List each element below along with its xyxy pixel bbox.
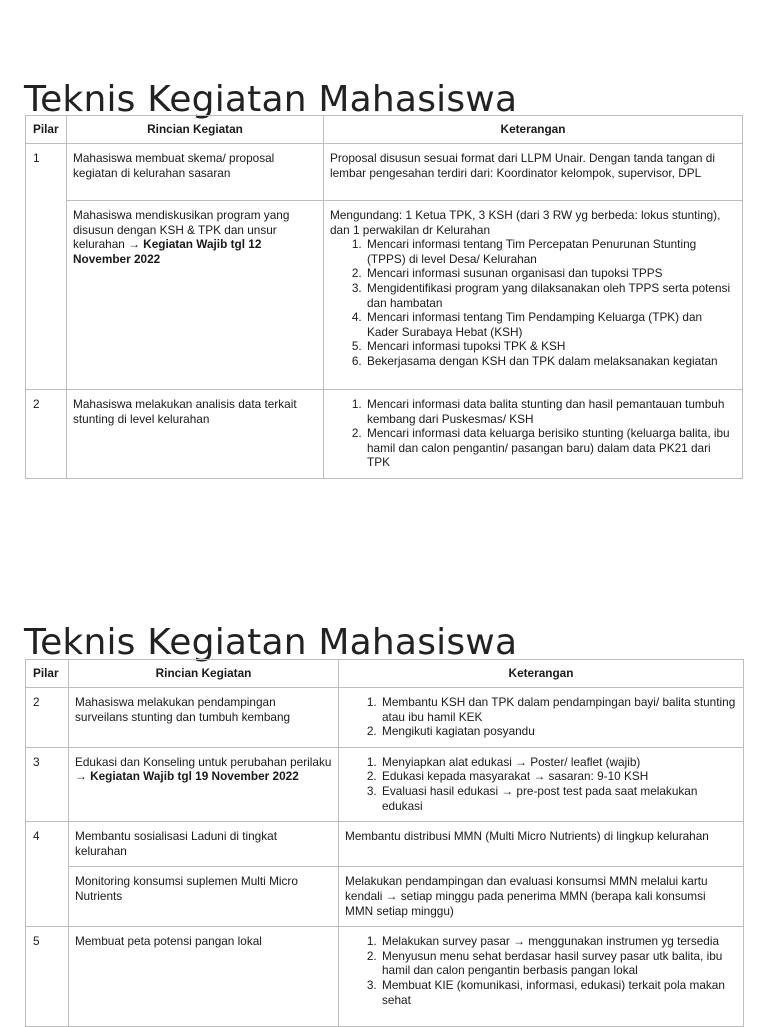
rincian-bold-text: Kegiatan Wajib tgl 12 November 2022 — [73, 237, 262, 266]
keterangan-cell — [324, 390, 743, 479]
header-keterangan: Keterangan — [324, 116, 743, 144]
rincian-cell — [69, 747, 339, 821]
list-item: 1. Melakukan survey pasar → menggunakan instrumen yg tersedia — [380, 934, 737, 949]
list-item: 3. Membuat KIE (komunikasi, informasi, edukasi) terkait pola makan sehat — [380, 978, 737, 1007]
list-item: 2. Mencari informasi susunan organisasi dan tupoksi TPPS — [365, 266, 736, 281]
header-pilar: Pilar — [26, 660, 69, 688]
pilar-cell: 5 — [26, 927, 69, 1027]
table-row — [26, 927, 744, 1027]
slide-title: Teknis Kegiatan Mahasiswa — [24, 622, 518, 664]
keterangan-cell — [339, 747, 744, 821]
keterangan-list — [345, 695, 737, 739]
list-item: 3. Mengidentifikasi program yang dilaksanakan oleh TPPS serta potensi dan hambatan — [365, 281, 736, 310]
keterangan-intro: Mengundang: 1 Ketua TPK, 3 KSH (dari 3 RW yg berbeda: lokus stunting), dan 1 perwakilan dr Kelurahan — [330, 208, 721, 237]
pilar-cell: 4 — [26, 822, 69, 927]
keterangan-cell: Membantu distribusi MMN (Multi Micro Nutrients) di lingkup kelurahan — [339, 822, 744, 867]
table-row — [26, 867, 744, 927]
list-item: 1. Membantu KSH dan TPK dalam pendampingan bayi/ balita stunting atau ibu hamil KEK — [380, 695, 737, 724]
list-item: 1. Mencari informasi data balita stunting dan hasil pemantauan tumbuh kembang dari Puskesmas/ KSH — [365, 397, 736, 426]
table-row — [26, 747, 744, 821]
pilar-cell: 2 — [26, 688, 69, 748]
rincian-text: Edukasi dan Konseling untuk perubahan perilaku → — [75, 754, 332, 784]
header-pilar: Pilar — [26, 116, 67, 144]
keterangan-list — [330, 397, 736, 470]
list-item: 5. Mencari informasi tupoksi TPK & KSH — [365, 339, 736, 354]
table-header-row — [26, 660, 744, 688]
keterangan-list — [330, 237, 736, 368]
table-row — [26, 822, 744, 867]
rincian-cell — [67, 201, 324, 390]
activity-table — [25, 115, 743, 479]
header-rincian: Rincian Kegiatan — [67, 116, 324, 144]
keterangan-cell: Melakukan pendampingan dan evaluasi konsumsi MMN melalui kartu kendali → setiap minggu pada penerima MMN (berapa kali konsumsi MMN setiap minggu) — [339, 867, 744, 927]
table-row — [26, 688, 744, 748]
pilar-cell: 1 — [26, 144, 67, 390]
list-item: 2. Mengikuti kagiatan posyandu — [380, 724, 737, 739]
keterangan-cell — [324, 201, 743, 390]
keterangan-list — [345, 755, 737, 813]
table-row — [26, 390, 743, 479]
rincian-cell: Monitoring konsumsi suplemen Multi Micro Nutrients — [69, 867, 339, 927]
pilar-cell: 3 — [26, 747, 69, 821]
rincian-cell: Mahasiswa melakukan analisis data terkait stunting di level kelurahan — [67, 390, 324, 479]
table-row — [26, 144, 743, 201]
activity-table — [25, 659, 744, 1027]
slide-title: Teknis Kegiatan Mahasiswa — [24, 79, 518, 121]
list-item: 1. Menyiapkan alat edukasi → Poster/ leaflet (wajib) — [380, 755, 737, 770]
list-item: 3. Evaluasi hasil edukasi → pre-post test pada saat melakukan edukasi — [380, 784, 737, 813]
list-item: 6. Bekerjasama dengan KSH dan TPK dalam melaksanakan kegiatan — [365, 354, 736, 369]
keterangan-cell: Proposal disusun sesuai format dari LLPM Unair. Dengan tanda tangan di lembar pengesahan terdiri dari: Koordinator kelompok, supervisor, DPL — [324, 144, 743, 201]
list-item: 2. Mencari informasi data keluarga berisiko stunting (keluarga balita, ibu hamil dan calon pengantin/ pasangan baru) dalam data PK21 dari TPK — [365, 426, 736, 470]
keterangan-list — [345, 934, 737, 1007]
rincian-cell: Membuat peta potensi pangan lokal — [69, 927, 339, 1027]
pilar-cell: 2 — [26, 390, 67, 479]
rincian-cell: Mahasiswa membuat skema/ proposal kegiatan di kelurahan sasaran — [67, 144, 324, 201]
rincian-text: Mahasiswa mendiskusikan program yang disusun dengan KSH & TPK dan unsur kelurahan → — [73, 208, 290, 252]
list-item: 2. Edukasi kepada masyarakat → sasaran: 9-10 KSH — [380, 769, 737, 784]
rincian-cell: Membantu sosialisasi Laduni di tingkat kelurahan — [69, 822, 339, 867]
rincian-cell: Mahasiswa melakukan pendampingan surveilans stunting dan tumbuh kembang — [69, 688, 339, 748]
list-item: 1. Mencari informasi tentang Tim Percepatan Penurunan Stunting (TPPS) di level Desa/ Kelurahan — [365, 237, 736, 266]
list-item: 4. Mencari informasi tentang Tim Pendamping Keluarga (TPK) dan Kader Surabaya Hebat (KSH) — [365, 310, 736, 339]
header-rincian: Rincian Kegiatan — [69, 660, 339, 688]
keterangan-cell — [339, 927, 744, 1027]
header-keterangan: Keterangan — [339, 660, 744, 688]
table-header-row — [26, 116, 743, 144]
table-row — [26, 201, 743, 390]
keterangan-cell — [339, 688, 744, 748]
rincian-bold-text: Kegiatan Wajib tgl 19 November 2022 — [90, 769, 299, 784]
list-item: 2. Menyusun menu sehat berdasar hasil survey pasar utk balita, ibu hamil dan calon pengantin berbasis pangan lokal — [380, 949, 737, 978]
